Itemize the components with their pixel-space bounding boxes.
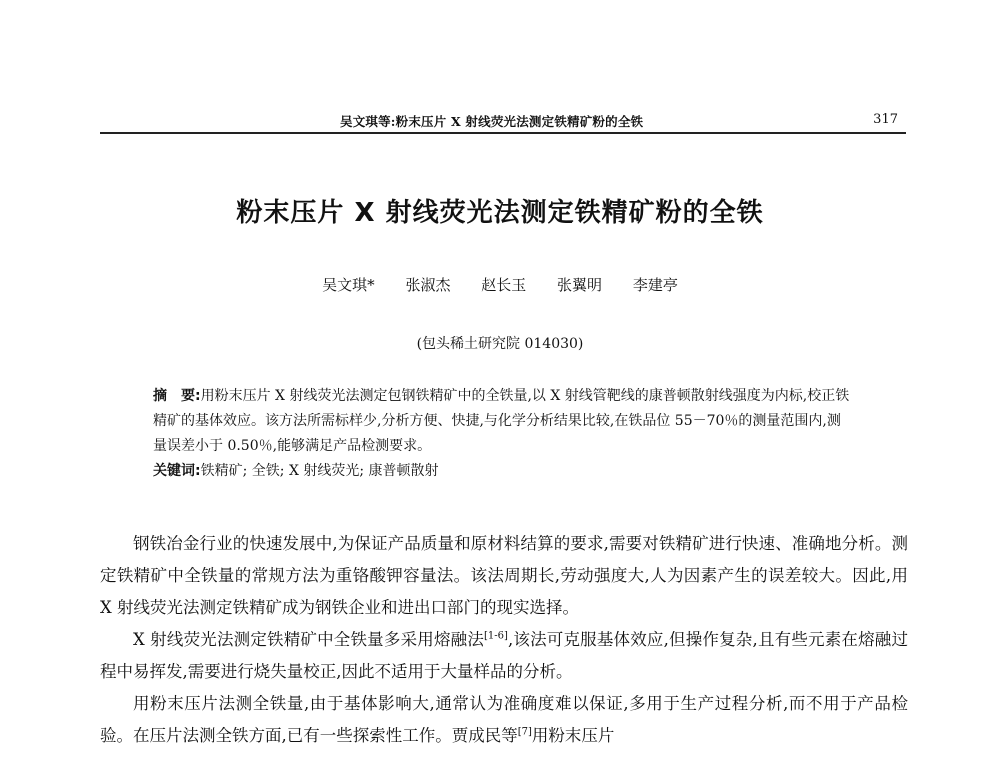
affiliation: (包头稀土研究院 014030) xyxy=(416,336,584,352)
abstract-label: 摘 要: xyxy=(153,388,201,404)
citation-ref[interactable]: [1-6] xyxy=(484,630,508,642)
keywords-label: 关键词: xyxy=(153,463,201,479)
author: 赵长玉 xyxy=(481,276,527,294)
abstract-text: 用粉末压片 X 射线荧光法测定包钢铁精矿中的全铁量,以 X 射线管靶线的康普顿散射线强度为内标,校正铁精矿的基体效应。该方法所需标样少,分析方便、快捷,与化学分析结果比较,在铁品位 55－70％的测量范围内,测量误差小于 0.50％,能够满足产品检测要求。 xyxy=(153,388,850,454)
paragraph xyxy=(100,624,908,688)
author-list xyxy=(0,274,1000,295)
paragraph-text: 用粉末压片法测全铁量,由于基体影响大,通常认为准确度难以保证,多用于生产过程分析,而不用于产品检验。在压片法测全铁方面,已有一些探索性工作。贾成民等 xyxy=(100,694,908,745)
author: 张淑杰 xyxy=(405,276,451,294)
running-head-title: 吴文琪等:粉末压片 X 射线荧光法测定铁精矿粉的全铁 xyxy=(340,114,644,129)
paper-title: 粉末压片 X 射线荧光法测定铁精矿粉的全铁 xyxy=(236,198,764,228)
paragraph: 钢铁冶金行业的快速发展中,为保证产品质量和原材料结算的要求,需要对铁精矿进行快速、准确地分析。测定铁精矿中全铁量的常规方法为重铬酸钾容量法。该法周期长,劳动强度大,人为因素产生的误差较大。因此,用 X 射线荧光法测定铁精矿成为钢铁企业和进出口部门的现实选择。 xyxy=(100,534,908,617)
author: 张翼明 xyxy=(557,276,603,294)
body-text xyxy=(100,528,908,752)
author: 李建亭 xyxy=(632,276,678,294)
citation-ref[interactable]: [7] xyxy=(517,726,532,738)
keywords xyxy=(153,459,853,484)
paragraph xyxy=(100,688,908,752)
abstract xyxy=(153,384,853,459)
paragraph-text: 用粉末压片 xyxy=(531,726,615,745)
page-number: 317 xyxy=(873,112,898,127)
paragraph-text: X 射线荧光法测定铁精矿中全铁量多采用熔融法 xyxy=(133,630,485,649)
author: 吴文琪* xyxy=(322,276,375,294)
keywords-text: 铁精矿; 全铁; X 射线荧光; 康普顿散射 xyxy=(200,463,439,479)
paragraph-text: ,该法可克服基体效应,但操作复杂,且有些元素在熔融过程中易挥发,需要进行烧失量校正,因此不适用于大量样品的分析。 xyxy=(100,630,908,681)
running-head xyxy=(100,112,906,134)
